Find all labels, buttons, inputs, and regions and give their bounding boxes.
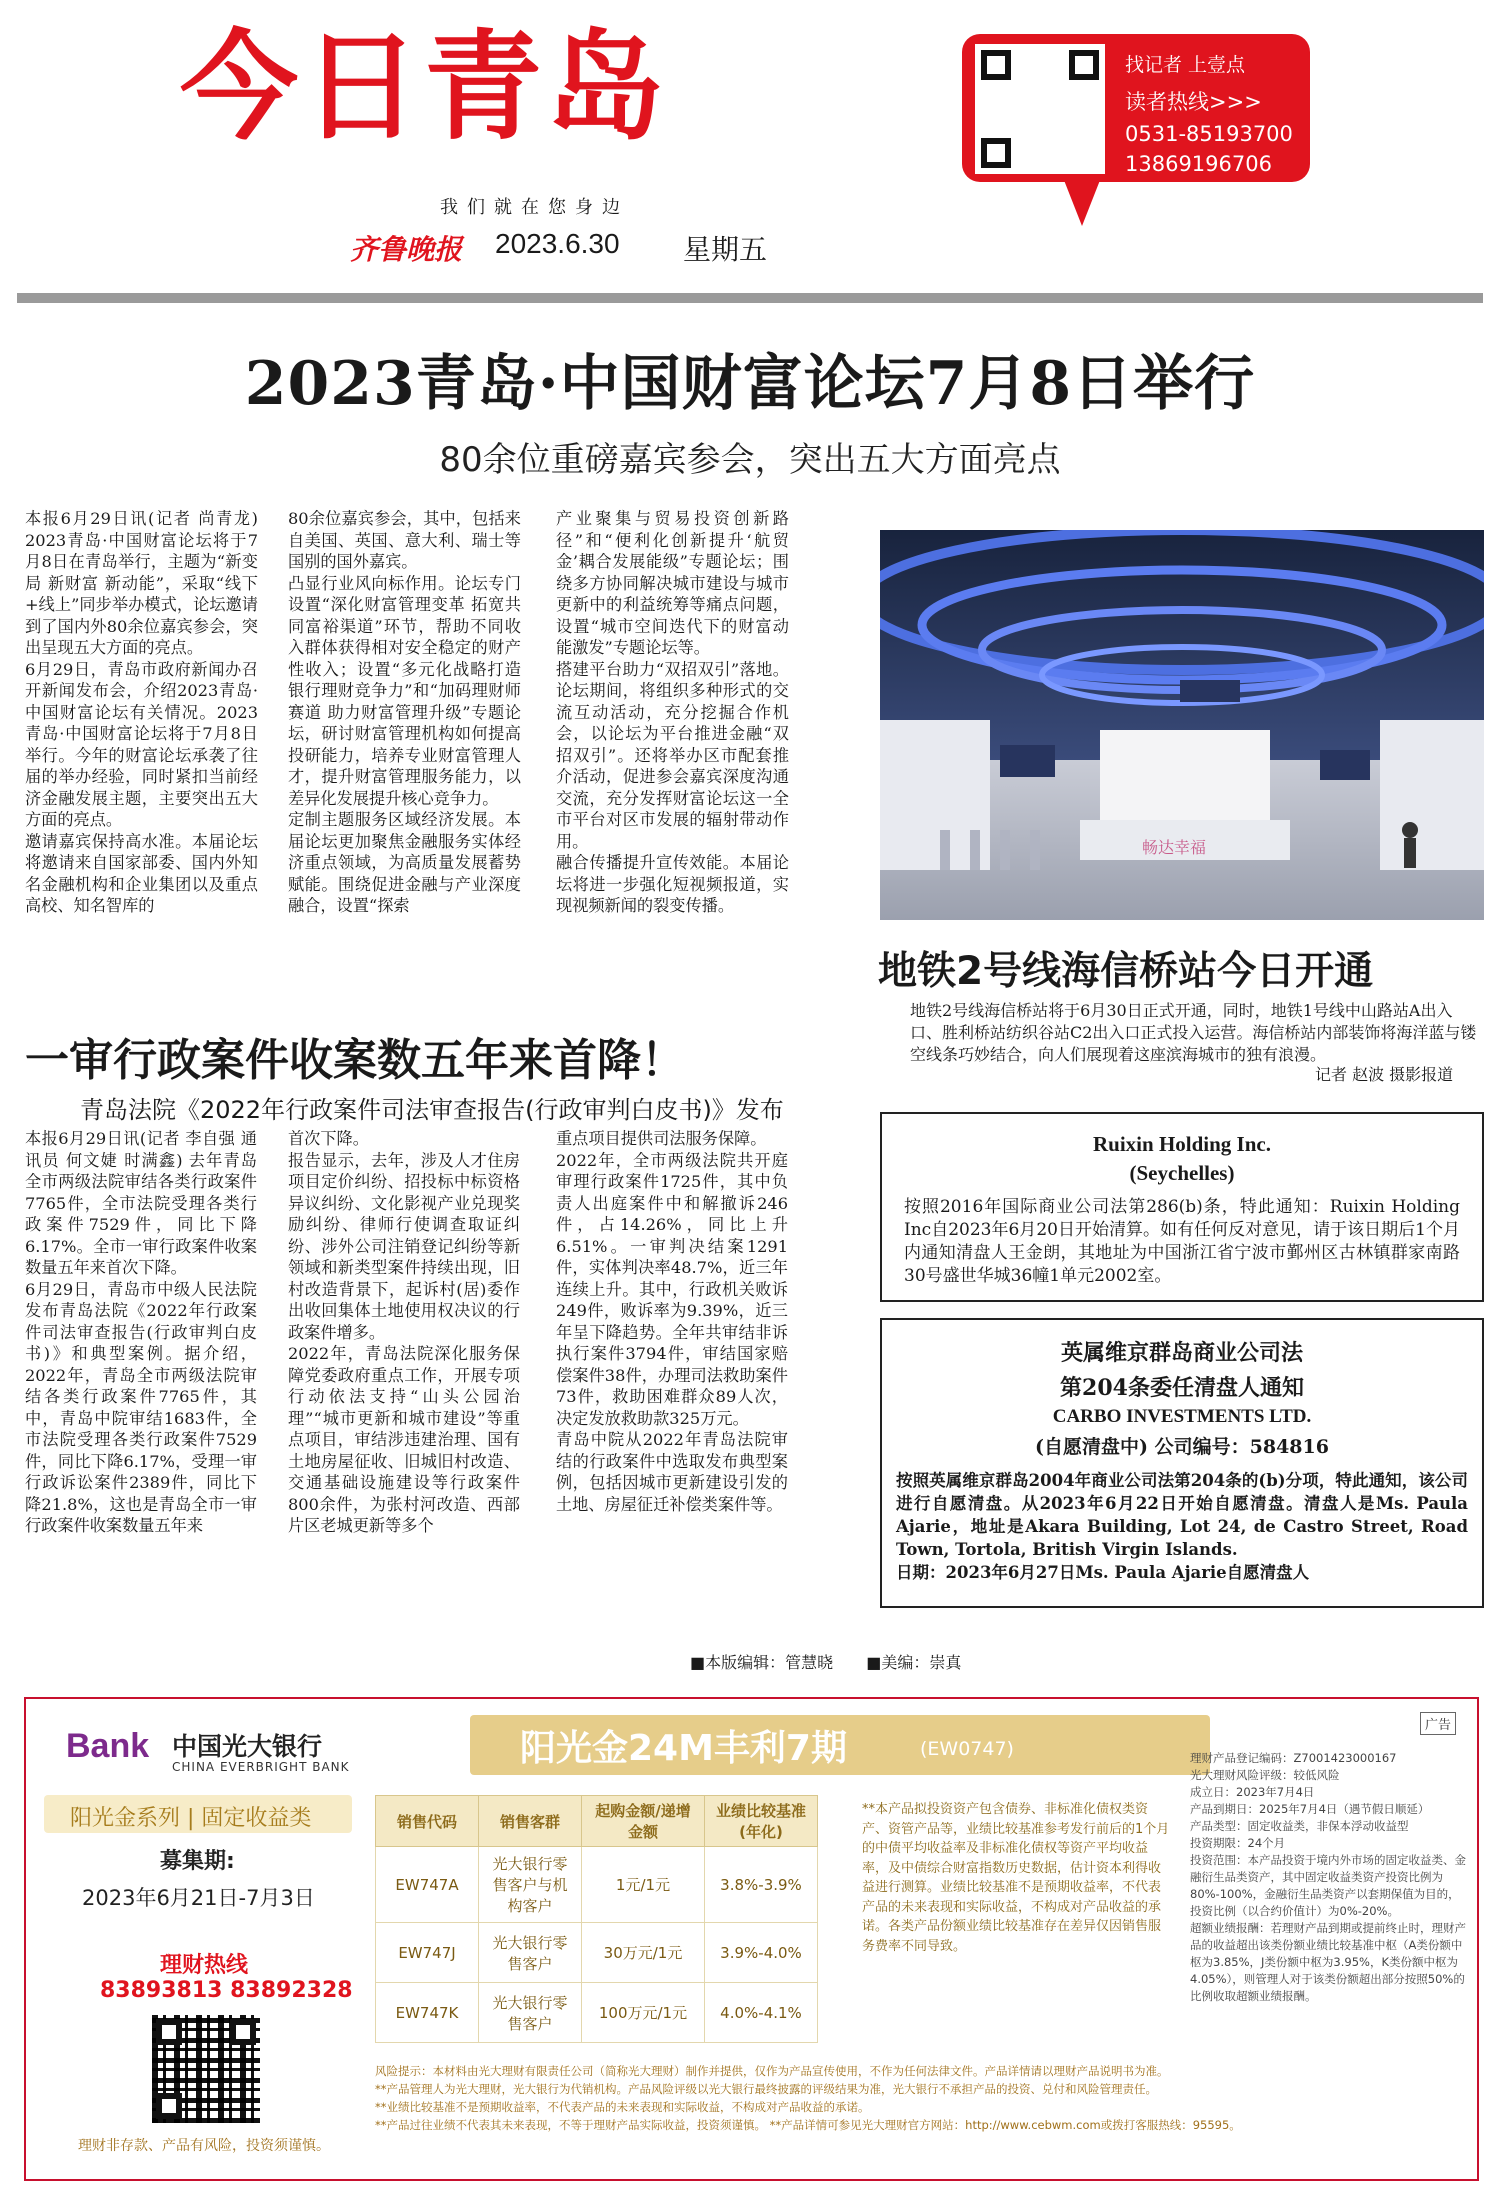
- qr-code-icon[interactable]: [975, 44, 1105, 174]
- masthead-title: 今日青岛: [180, 18, 669, 156]
- ad-table-cell: 光大银行零售客户: [479, 1923, 582, 1983]
- ad-table-cell: EW747J: [376, 1923, 479, 1983]
- ad-table-cell: 30万元/1元: [582, 1923, 705, 1983]
- ad-middle-note: **本产品拟投资资产包含债券、非标准化债权类资产、资管产品等，业绩比较基准参考发行前后的1个月的中债平均收益率及非标准化债权等资产平均收益率，及中债综合财富指数历史数据，估计资本利得收益进行测算。业绩比较基准不是预期收益率，不代表产品的未来表现和实际收益，不构成对产品收益的承诺。各类产品份额业绩比较基准存在差异仅因销售服务费率不同导致。: [862, 1802, 1170, 1954]
- notice-carbo-company: CARBO INVESTMENTS LTD.: [1052, 1406, 1312, 1427]
- footer-editor: ■本版编辑：管慧晓: [690, 1653, 834, 1672]
- ad-badge: 广告: [1420, 1712, 1456, 1735]
- second-story-column-2: 首次下降。 报告显示，去年，涉及人才住房项目定价纠纷、招投标中标资格异议纠纷、文化影视产业兑现奖励纠纷、律师行使调查取证纠纷、涉外公司注销登记纠纷等新领域和新类型案件持续出现，旧村改造背景下，起诉村(居)委作出收回集体土地使用权决议的行政案件增多。 2022年，青岛法院深化服务保障党委政府重点工作，开展专项行动依法支持“山头公园治理”“城市更新和城市建设”等重点项目，审结涉违建治理、国有土地房屋征收、旧城旧村改造、交通基础设施建设等行政案件800余件，为张村河改造、西部片区老城更新等多个: [288, 1129, 520, 1535]
- ad-period-label: 募集期:: [160, 1849, 235, 1874]
- ad-table-header: 销售代码: [376, 1796, 479, 1847]
- contact-line-hotline-label: 读者热线>>>: [1125, 90, 1262, 114]
- ad-right-info: 理财产品登记编码：Z7001423000167 光大理财风险评级：较低风险 成立日：2023年7月4日 产品到期日：2025年7月4日（遇节假日顺延） 产品类型：固定收益类，非保本浮动收益型 投资期限：24个月 投资范围：本产品投资于境内外市场的固定收益类、金融衍生品类资产，其中固定收益类资产投资比例为80%-100%，金融衍生品类资产以套期保值为目的，投资比例（以合约价值计）为0%-20%。 超额业绩报酬：若理财产品到期或提前终止时，理财产品的收益超出该类份额业绩比较基准中枢（A类份额中枢为3.85%，J类份额中枢为3.95%，K类份额中枢为4.05%），则管理人对于该类份额超出部分按照50%的比例收取超额业绩报酬。: [1190, 1751, 1466, 2003]
- notice-carbo-company-no: (自愿清盘中) 公司编号：584816: [1035, 1436, 1329, 1458]
- second-subhead: 青岛法院《2022年行政案件司法审查报告(行政审判白皮书)》发布: [80, 1096, 784, 1124]
- masthead-slogan: 我们就在您身边: [440, 197, 629, 218]
- main-story-column-3: 产业聚集与贸易投资创新路径”和“便利化创新提升‘航贸金’耦合发展能级”专题论坛；围绕多方协同解决城市建设与城市更新中的利益统筹等痛点问题，设置“城市空间迭代下的财富动能激发”专题论坛等。 搭建平台助力“双招双引”落地。论坛期间，将组织多种形式的交流互动活动，充分挖掘合作机会，以论坛为平台推进金融“双招双引”。还将举办区市配套推介活动，促进参会嘉宾深度沟通交流，充分发挥财富论坛这一全市平台对区市发展的辐射带动作用。 融合传播提升宣传效能。本届论坛将进一步强化短视频报道，实现视频新闻的裂变传播。: [556, 509, 789, 915]
- main-subhead: 80余位重磅嘉宾参会，突出五大方面亮点: [439, 440, 1061, 480]
- ad-period: 2023年6月21日-7月3日: [82, 1886, 315, 1910]
- footer-designer: ■美编：崇真: [866, 1653, 962, 1672]
- ad-table-cell: 4.0%-4.1%: [705, 1983, 818, 2043]
- ad-qr-code-icon[interactable]: [152, 2015, 260, 2123]
- photo-story-caption: 地铁2号线海信桥站将于6月30日正式开通，同时，地铁1号线中山路站A出入口、胜利桥站纺织谷站C2出入口正式投入运营。海信桥站内部装饰将海洋蓝与镂空线条巧妙结合，向人们展现着这座滨海城市的独有浪漫。: [910, 1001, 1477, 1064]
- ad-product-table: [375, 1795, 818, 2043]
- bank-logo-icon: Bank: [66, 1727, 150, 1765]
- station-sign-text: 畅达幸福: [1142, 838, 1207, 857]
- photo-story-title: 地铁2号线海信桥站今日开通: [878, 949, 1374, 994]
- contact-line-phone: 0531-85193700: [1125, 122, 1293, 146]
- paper-name: 齐鲁晚报: [350, 233, 463, 266]
- notice-carbo-body: 按照英属维京群岛2004年商业公司法第204条的(b)分项，特此通知，该公司进行自愿清盘。从2023年6月22日开始自愿清盘。清盘人是Ms. Paula Ajarie，地址是Akara Building, Lot 24, de Castro Street, Road Town, Tortola, British Virgin Islands. 日期：2023年6月27日Ms. Paula Ajarie自愿清盘人: [896, 1471, 1468, 1582]
- issue-weekday: 星期五: [683, 233, 768, 266]
- contact-line-mobile: 13869196706: [1125, 152, 1272, 176]
- notice-ruixin-title: Ruixin Holding Inc.: [1093, 1132, 1271, 1156]
- ad-table-cell: 1元/1元: [582, 1847, 705, 1923]
- ad-table-header: 起购金额/递增金额: [582, 1796, 705, 1847]
- second-story-column-3: 重点项目提供司法服务保障。 2022年，全市两级法院共开庭审理行政案件1725件，其中负责人出庭案件中和解撤诉246件，占14.26%，同比上升6.51%。一审判决结案1291件，实体判决率48.7%，近三年连续上升。其中，行政机关败诉249件，败诉率为9.39%，近三年呈下降趋势。全年共审结非诉执行案件3794件，审结国家赔偿案件38件，办理司法救助案件73件，救助困难群众89人次，决定发放救助款325万元。 青岛中院从2022年青岛法院审结的行政案件中选取发布典型案例，包括因城市更新建设引发的土地、房屋征迁补偿类案件等。: [556, 1129, 788, 1514]
- photo-credit: 记者 赵波 摄影报道: [1315, 1065, 1454, 1084]
- notice-ruixin-subtitle: (Seychelles): [1129, 1161, 1235, 1185]
- issue-date: 2023.6.30: [495, 228, 620, 259]
- contact-line-reporter: 找记者 上壹点: [1125, 54, 1246, 76]
- ad-table-header: 销售客群: [479, 1796, 582, 1847]
- metro-station-photo: [880, 530, 1484, 920]
- contact-box-tail: [1060, 170, 1104, 226]
- ad-hotline-label: 理财热线: [160, 1953, 249, 1978]
- ad-hotline: 83893813 83892328: [100, 1978, 353, 2003]
- main-story-column-1: 本报6月29日讯(记者 尚青龙) 2023青岛·中国财富论坛将于7月8日在青岛举行，主题为“新变局 新财富 新动能”，采取“线下+线上”同步举办模式，论坛邀请到了国内外80余位嘉宾参会，突出呈现五大方面的亮点。 6月29日，青岛市政府新闻办召开新闻发布会，介绍2023青岛·中国财富论坛有关情况。2023青岛·中国财富论坛将于7月8日举行。今年的财富论坛承袭了往届的举办经验，同时紧扣当前经济金融发展主题，主要突出五大方面的亮点。 邀请嘉宾保持高水准。本届论坛将邀请来自国家部委、国内外知名金融机构和企业集团以及重点高校、知名智库的: [25, 509, 258, 915]
- notice-carbo: [880, 1318, 1484, 1608]
- ad-table-cell: 100万元/1元: [582, 1983, 705, 2043]
- main-story-column-2: 80余位嘉宾参会，其中，包括来自美国、英国、意大利、瑞士等国别的国外嘉宾。 凸显行业风向标作用。论坛专门设置“深化财富管理变革 拓宽共同富裕渠道”环节，帮助不同收入群体获得相对安全稳定的财产性收入；设置“多元化战略打造银行理财竞争力”和“加码理财师赛道 助力财富管理升级”专题论坛，研讨财富管理机构如何提高投研能力，培养专业财富管理人才，提升财富管理服务能力，以差异化发展提升核心竞争力。 定制主题服务区域经济发展。本届论坛更加聚焦金融服务实体经济重点领域，为高质量发展蓄势赋能。围绕促进金融与产业深度融合，设置“探索: [288, 509, 521, 915]
- notice-carbo-title-1: 英属维京群岛商业公司法: [1060, 1340, 1303, 1366]
- notice-carbo-title-2: 第204条委任清盘人通知: [1060, 1375, 1304, 1401]
- second-story-column-1: 本报6月29日讯(记者 李自强 通讯员 何文婕 时满鑫) 去年青岛全市两级法院审结各类行政案件7765件，全市法院受理各类行政案件7529件，同比下降6.17%。全市一审行政案件收案数量五年来首次下降。 6月29日，青岛市中级人民法院发布青岛法院《2022年行政案件司法审查报告(行政审判白皮书)》和典型案例。据介绍，2022年，青岛全市两级法院审结各类行政案件7765件，其中，青岛中院审结1683件，全市法院受理各类行政案件7529件，同比下降6.17%，受理一审行政诉讼案件2389件，同比下降21.8%，这也是青岛全市一审行政案件收案数量五年来: [25, 1129, 257, 1535]
- ad-table-cell: 3.9%-4.0%: [705, 1923, 818, 1983]
- ad-table-cell: EW747A: [376, 1847, 479, 1923]
- ad-series: 阳光金系列 | 固定收益类: [70, 1806, 312, 1831]
- ad-bottom-note: 风险提示：本材料由光大理财有限责任公司（简称光大理财）制作并提供，仅作为产品宣传使用，不作为任何法律文件。产品详情请以理财产品说明书为准。 **产品管理人为光大理财，光大银行为代销机构。产品风险评级以光大银行最终披露的评级结果为准，光大银行不承担产品的投资、兑付和风险管理责任。 **业绩比较基准不是预期收益率，不代表产品的未来表现和实际收益，不构成对产品收益的承诺。 **产品过往业绩不代表其未来表现，不等于理财产品实际收益，投资须谨慎。 **产品详情可参见光大理财官方网站：http://www.cebwm.com或拨打客服热线：95595。: [375, 2064, 1241, 2132]
- main-headline: 2023青岛·中国财富论坛7月8日举行: [244, 349, 1256, 419]
- bank-name-cn: 中国光大银行: [172, 1732, 323, 1761]
- ad-table-cell: 3.8%-3.9%: [705, 1847, 818, 1923]
- masthead-rule: [17, 293, 1483, 303]
- ad-disclaimer-left: 理财非存款、产品有风险，投资须谨慎。: [78, 2138, 330, 2154]
- notice-ruixin-body: 按照2016年国际商业公司法第286(b)条，特此通知：Ruixin Holding Inc自2023年6月20日开始清算。如有任何反对意见，请于该日期后1个月内通知清盘人王金朗，其地址为中国浙江省宁波市鄞州区古林镇群家南路30号盛世华城36幢1单元2002室。: [904, 1197, 1460, 1286]
- footer-editors: [690, 1650, 961, 1673]
- ad-product-title: 阳光金24M丰利7期: [520, 1728, 847, 1769]
- ad-table-header: 业绩比较基准(年化): [705, 1796, 818, 1847]
- notice-ruixin: [880, 1112, 1484, 1302]
- ad-table-cell: 光大银行零售客户: [479, 1983, 582, 2043]
- ad-table-cell: EW747K: [376, 1983, 479, 2043]
- bank-name-en: CHINA EVERBRIGHT BANK: [172, 1760, 350, 1774]
- ad-table-cell: 光大银行零售客户与机构客户: [479, 1847, 582, 1923]
- second-headline: 一审行政案件收案数五年来首降！: [25, 1035, 685, 1086]
- ad-product-code: (EW0747): [920, 1738, 1014, 1760]
